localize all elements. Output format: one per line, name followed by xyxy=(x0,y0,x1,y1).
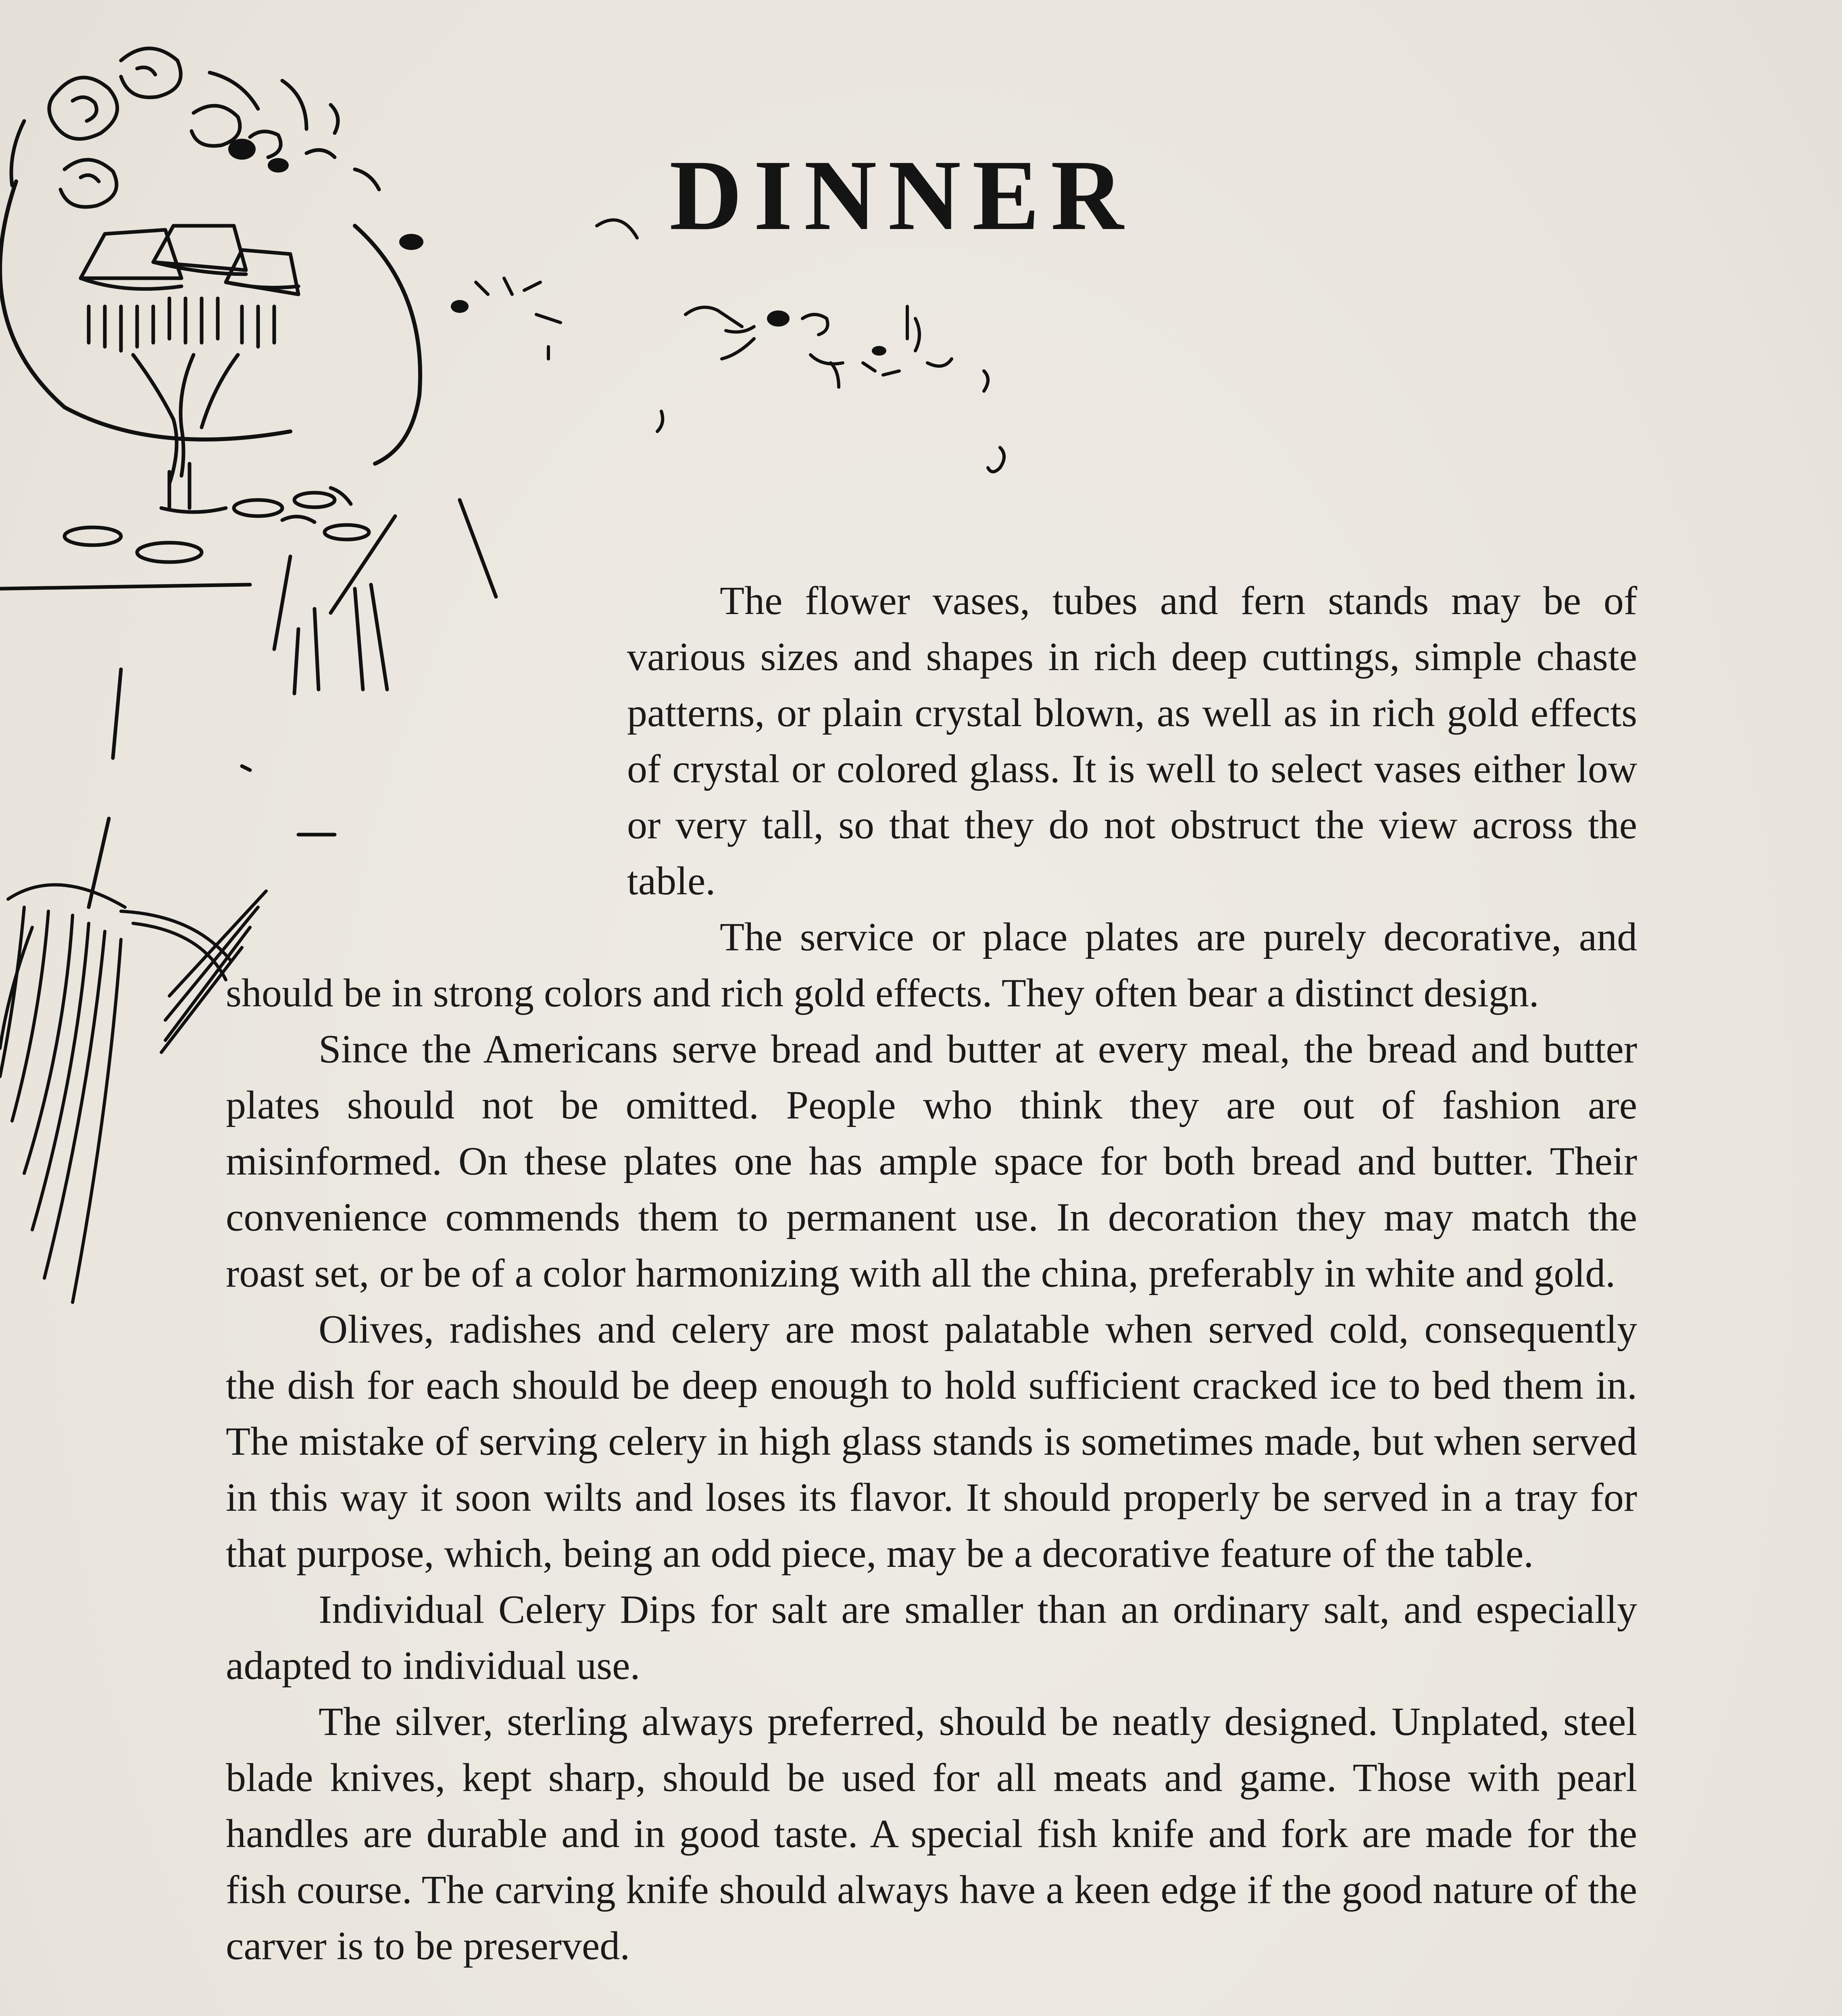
body-text xyxy=(226,573,1637,1974)
paragraph-celery-dips: Individual Celery Dips for salt are smaller than an ordinary salt, and especially adapted to individual use. xyxy=(226,1587,1637,1688)
paragraph-bread-butter: Since the Americans serve bread and butter at every meal, the bread and butter plates should not be omitted. People who think they are out of fashion are misinformed. On these plates one has ample space for both bread and butter. Their convenience commends them to permanent use. In decoration they may match the roast set, or be of a color harmonizing with all the china, preferably in white and gold. xyxy=(226,1027,1637,1295)
paragraph-silver: The silver, sterling always preferred, should be neatly designed. Unplated, steel blade knives, kept sharp, should be used for all meats and game. Those with pearl handles are durable and in good taste. A special fish knife and fork are made for the fish course. The carving knife should always have a keen edge if the good nature of the carver is to be preserved. xyxy=(226,1699,1637,1968)
paragraph-service-plates: The service or place plates are purely decorative, and should be in strong colors and rich gold effects. They often bear a distinct design. xyxy=(226,914,1637,1015)
page-title: DINNER xyxy=(669,140,1135,251)
paragraph-olives-celery: Olives, radishes and celery are most palatable when served cold, consequently the dish for each should be deep enough to hold sufficient cracked ice to bed them in. The mistake of serving celery in high glass stands is sometimes made, but when served in this way it soon wilts and loses its flavor. It should properly be served in a tray for that purpose, which, being an odd piece, may be a decorative feature of the table. xyxy=(226,1307,1637,1576)
paragraph-vases: The flower vases, tubes and fern stands may be of various sizes and shapes in rich deep cuttings, simple chaste patterns, or plain crystal blown, as well as in rich gold effects of crystal or colored glass. It is well to select vases either low or very tall, so that they do not obstruct the view across the table. xyxy=(627,578,1637,903)
